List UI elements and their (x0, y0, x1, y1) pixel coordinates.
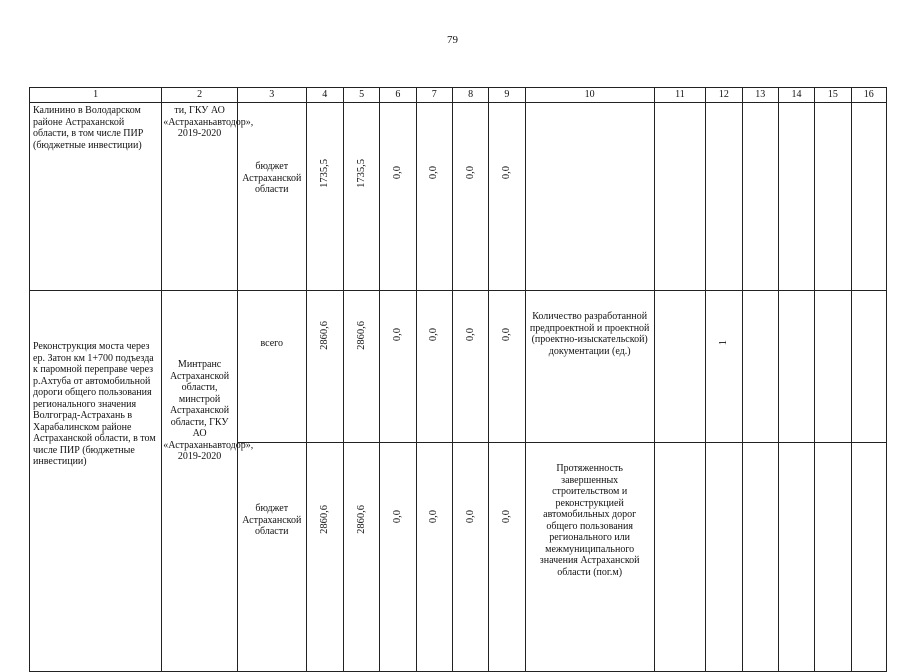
value-text: 0,0 (464, 166, 476, 180)
empty-cell (706, 443, 742, 672)
value-text: 2860,6 (319, 505, 330, 534)
empty-cell (654, 443, 705, 672)
value-text: 1735,5 (319, 159, 330, 188)
header-cell: 9 (489, 88, 525, 103)
value-cell (343, 443, 379, 672)
value-text: 2860,6 (319, 321, 330, 350)
empty-cell (706, 103, 742, 291)
indicator-cell (525, 103, 654, 291)
value-text: 0,0 (501, 328, 513, 342)
value-text: 0,0 (428, 328, 440, 342)
empty-cell (654, 103, 705, 291)
value-cell (380, 103, 416, 291)
value-cell (380, 443, 416, 672)
header-cell: 15 (815, 88, 851, 103)
value-text: 1735,5 (355, 159, 367, 188)
value-text: 0,0 (428, 166, 440, 180)
executor-cell: ти, ГКУ АО «Астраханьавтодор», 2019-2020 (162, 103, 238, 291)
header-cell: 5 (343, 88, 379, 103)
empty-cell (851, 443, 886, 672)
value-cell (489, 291, 525, 443)
value-text: 2860,6 (355, 505, 367, 534)
value-text: 0,0 (392, 328, 404, 342)
header-cell: 1 (30, 88, 162, 103)
value-cell (380, 291, 416, 443)
value-cell (706, 291, 742, 443)
empty-cell (742, 443, 778, 672)
header-cell: 4 (306, 88, 343, 103)
empty-cell (742, 291, 778, 443)
header-cell: 10 (525, 88, 654, 103)
value-text: 0,0 (392, 166, 404, 180)
value-cell (452, 291, 488, 443)
empty-cell (815, 443, 851, 672)
header-cell: 7 (416, 88, 452, 103)
value-cell (416, 291, 452, 443)
indicator-cell: Количество разработанной предпроектной и проектной (проектно-изыскательской) документации (ед.) (525, 291, 654, 443)
funding-source-cell: бюджет Астраханской области (237, 103, 306, 291)
object-name-cell: Калинино в Володарском районе Астраханской области, в том числе ПИР (бюджетные инвестиции) (30, 103, 162, 291)
value-text: 2860,6 (355, 321, 367, 350)
value-text: 0,0 (392, 510, 404, 524)
table-row (30, 291, 887, 443)
page-number: 79 (447, 34, 458, 46)
empty-cell (778, 103, 814, 291)
header-cell: 2 (162, 88, 238, 103)
value-cell (452, 443, 488, 672)
indicator-cell: Протяженность завершенных строительством и реконструкцией автомобильных дорог общего пользования регионального или межмуниципального значения Астраханской области (пог.м) (525, 443, 654, 672)
funding-source-cell: бюджет Астраханской области (237, 443, 306, 672)
header-cell: 11 (654, 88, 705, 103)
value-cell (416, 103, 452, 291)
empty-cell (851, 103, 886, 291)
value-text: 0,0 (501, 166, 513, 180)
value-cell (306, 291, 343, 443)
funding-source-cell: всего (237, 291, 306, 443)
empty-cell (742, 103, 778, 291)
value-cell (306, 443, 343, 672)
header-cell: 8 (452, 88, 488, 103)
empty-cell (815, 291, 851, 443)
header-cell: 12 (706, 88, 742, 103)
value-cell (489, 443, 525, 672)
executor-cell: Минтранс Астраханской области, минстрой Астраханской области, ГКУ АО «Астраханьавтодор», 2019-2020 (162, 291, 238, 672)
value-cell (489, 103, 525, 291)
empty-cell (654, 291, 705, 443)
value-text: 0,0 (428, 510, 440, 524)
table-row (30, 103, 887, 291)
value-text: 1 (718, 339, 730, 345)
empty-cell (778, 443, 814, 672)
header-cell: 6 (380, 88, 416, 103)
empty-cell (851, 291, 886, 443)
value-text: 0,0 (464, 328, 476, 342)
header-cell: 13 (742, 88, 778, 103)
value-cell (452, 103, 488, 291)
empty-cell (778, 291, 814, 443)
empty-cell (815, 103, 851, 291)
header-cell: 16 (851, 88, 886, 103)
value-cell (306, 103, 343, 291)
object-name-cell: Реконструкция моста через ер. Затон км 1+700 подъезда к паромной переправе через р.Ахтуба от автомобильной дороги общего пользования регионального значения Волгоград-Астрахань в Харабалинском районе Астраханской области, в том числе ПИР (бюджетные инвестиции) (30, 291, 162, 672)
value-text: 0,0 (464, 510, 476, 524)
value-text: 0,0 (501, 510, 513, 524)
header-row (30, 88, 887, 103)
header-cell: 14 (778, 88, 814, 103)
header-cell: 3 (237, 88, 306, 103)
value-cell (343, 103, 379, 291)
value-cell (416, 443, 452, 672)
budget-table (29, 87, 887, 672)
value-cell (343, 291, 379, 443)
